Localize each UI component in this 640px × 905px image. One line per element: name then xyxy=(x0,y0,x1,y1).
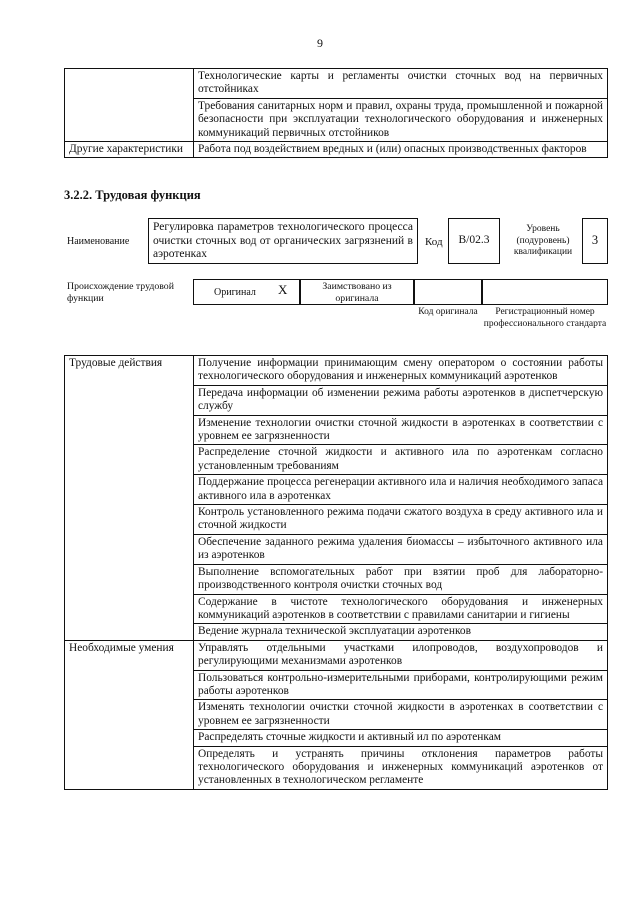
code-original-box xyxy=(414,279,482,305)
row-item: Ведение журнала технической эксплуатации аэротенков xyxy=(194,624,608,640)
reg-number-box xyxy=(482,279,608,305)
table-row xyxy=(65,69,608,99)
row-item: Работа под воздействием вредных и (или) опасных производственных факторов xyxy=(194,142,608,158)
reg-caption: Регистрационный номер профессионального стандарта xyxy=(483,307,607,329)
borrowed-box xyxy=(300,279,414,305)
row-item: Управлять отдельными участками илопроводов, воздухопроводов и регулирующими механизмами аэротенков xyxy=(194,640,608,670)
origin-label: Происхождение трудовой функции xyxy=(67,281,174,304)
row-item: Контроль установленного режима подачи сжатого воздуха в среду активного ила и сточной жидкости xyxy=(194,505,608,535)
row-item: Содержание в чистоте технологического оборудования и инженерных коммуникаций аэротенков в соответствии с правилами санитарии и гигиены xyxy=(194,594,608,624)
level-value-box: 3 xyxy=(582,218,608,264)
code-value-box: B/02.3 xyxy=(448,218,500,264)
row-label: Необходимые умения xyxy=(65,640,194,789)
row-item: Получение информации принимающим смену оператором о состоянии работы технологического оборудования и инженерных коммуникаций аэротенков xyxy=(194,356,608,386)
row-item: Изменение технологии очистки сточной жидкости в аэротенках в соответствии с уровнем ее загрязненности xyxy=(194,415,608,445)
top-table xyxy=(64,68,608,158)
original-box xyxy=(193,279,300,305)
row-item: Изменять технологии очистки сточной жидкости в аэротенках в соответствии с уровнем ее загрязненности xyxy=(194,700,608,730)
table-row xyxy=(65,356,608,386)
original-label: Оригинал xyxy=(214,287,256,298)
row-label: Другие характеристики xyxy=(65,142,194,158)
row-item: Пользоваться контрольно-измерительными приборами, контролирующими режим работы аэротенков xyxy=(194,670,608,700)
original-mark: X xyxy=(278,282,288,297)
row-label: Трудовые действия xyxy=(65,356,194,641)
row-item: Определять и устранять причины отклонения параметров работы технологического оборудования и инженерных коммуникаций аэротенков от установленных в технологическом регламенте xyxy=(194,746,608,789)
name-label: Наименование xyxy=(67,236,130,247)
borrowed-label: Заимствовано из оригинала xyxy=(322,281,392,304)
row-label xyxy=(65,69,194,142)
row-item: Поддержание процесса регенерации активного ила и наличия необходимого запаса активного ила в аэротенках xyxy=(194,475,608,505)
level-label: Уровень (подуровень) квалификации xyxy=(513,224,573,257)
code-caption: Код оригинала xyxy=(418,307,478,317)
section-heading: 3.2.2. Трудовая функция xyxy=(64,188,201,202)
page-number: 9 xyxy=(317,36,323,50)
row-item: Распределение сточной жидкости и активного ила по аэротенкам согласно установленным требованиям xyxy=(194,445,608,475)
row-item: Технологические карты и регламенты очистки сточных вод на первичных отстойниках xyxy=(194,69,608,99)
table-row xyxy=(65,142,608,158)
row-item: Обеспечение заданного режима удаления биомассы – избыточного активного ила из аэротенков xyxy=(194,534,608,564)
name-value-box: Регулировка параметров технологического процесса очистки сточных вод от органических загрязнений в аэротенках xyxy=(148,218,418,264)
row-item: Выполнение вспомогательных работ при взятии проб для лабораторно-производственного контроля очистки сточных вод xyxy=(194,564,608,594)
main-table xyxy=(64,355,608,790)
row-item: Распределять сточные жидкости и активный ил по аэротенкам xyxy=(194,730,608,746)
table-row xyxy=(65,640,608,670)
row-item: Требования санитарных норм и правил, охраны труда, промышленной и пожарной безопасности при эксплуатации технологического оборудования и инженерных коммуникаций первичных отстойников xyxy=(194,98,608,141)
code-label: Код xyxy=(425,236,443,248)
row-item: Передача информации об изменении режима работы аэротенков в диспетчерскую службу xyxy=(194,385,608,415)
